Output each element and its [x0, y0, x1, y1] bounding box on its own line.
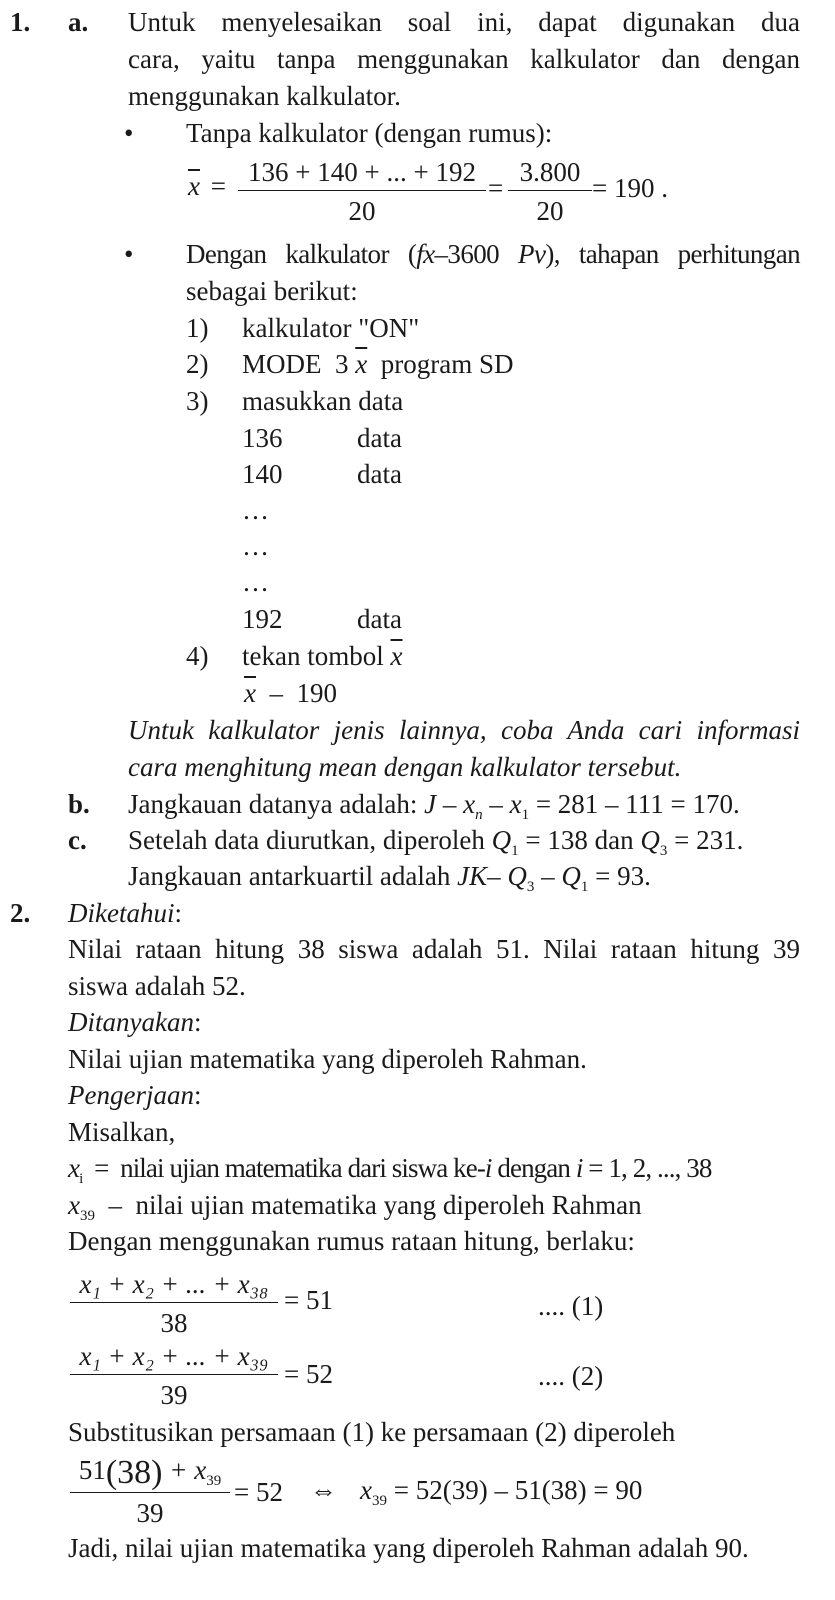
- fraction-denominator: 20: [536, 196, 564, 227]
- fraction-numerator: x₁ + x₂ + ... + x₃₈: [70, 1268, 278, 1303]
- part-b-label: b.: [68, 789, 90, 819]
- data-value: 136: [242, 423, 283, 453]
- part-c-line-2: Jangkauan antarkuartil adalah JK– $Q_3 - Q_1 = 93$.: [128, 861, 651, 895]
- fraction-numerator: 3.800: [508, 156, 592, 191]
- conclusion: Jadi, nilai ujian matematika yang diperoleh Rahman adalah 90.: [68, 1533, 749, 1563]
- known-text-line-2: siswa adalah 52.: [68, 971, 246, 1001]
- step-4-number: 4): [186, 641, 209, 671]
- data-value: 192: [242, 604, 283, 634]
- equation-2-rhs: = 52: [284, 1359, 333, 1389]
- iff-symbol: ⇔: [310, 1475, 337, 1505]
- equals-sign: =: [210, 171, 226, 201]
- part-a-intro-line-3: menggunakan kalkulator.: [128, 81, 401, 111]
- question-number-1: 1.: [10, 7, 31, 37]
- mean-result: = 190 .: [592, 173, 668, 203]
- x-bar-symbol: $\overline{x}$: [390, 641, 403, 671]
- data-key: data: [357, 459, 402, 489]
- definition-xi: $x_i$ = nilai ujian matematika dari siswa ke-i dengan i = 1, 2, ..., 38: [68, 1153, 712, 1187]
- data-key: data: [357, 604, 402, 634]
- substitution-text: Substitusikan persamaan (1) ke persamaan (2) diperoleh: [68, 1417, 676, 1447]
- data-ellipsis: …: [242, 495, 269, 525]
- fraction-numerator: 136 + 140 + ... + 192: [238, 156, 486, 191]
- step-2-text: MODE 3 $\overline{x}$ program SD: [242, 349, 514, 379]
- step-1-number: 1): [186, 313, 209, 343]
- fraction-denominator: 38: [160, 1308, 188, 1339]
- data-ellipsis: …: [242, 531, 269, 561]
- equation-1-rhs: = 51: [284, 1285, 333, 1315]
- fraction-3800-over-20: [508, 156, 592, 228]
- work-title: Pengerjaan:: [68, 1080, 202, 1110]
- part-c-line-1: Setelah data diurutkan, diperoleh $Q_1 = 138$ dan $Q_3 = 231$.: [128, 825, 744, 859]
- equation-3-fraction: [70, 1454, 230, 1529]
- data-key: data: [357, 423, 402, 453]
- step-3-text: masukkan data: [242, 386, 404, 416]
- part-a-label: a.: [68, 7, 89, 37]
- method-2-line-1: Dengan kalkulator (fx–3600 Pv), tahapan perhitungan: [186, 239, 800, 269]
- calculator-result: $\overline{x} - 190$: [244, 678, 337, 708]
- bullet-2: •: [124, 239, 134, 269]
- step-4-text: tekan tombol $\overline{x}$: [242, 641, 403, 671]
- known-text-line-1: Nilai rataan hitung 38 siswa adalah 51. Nilai rataan hitung 39: [68, 934, 800, 964]
- equation-1-tag: .... (1): [538, 1291, 604, 1321]
- equation-2-fraction: [70, 1340, 278, 1412]
- fraction-sum-over-20: [238, 156, 486, 228]
- definition-x39: $x_{39}$ – nilai ujian matematika yang diperoleh Rahman: [68, 1190, 642, 1224]
- method-2-line-2: sebagai berikut:: [186, 276, 358, 306]
- fraction-numerator: x₁ + x₂ + ... + x₃₉: [70, 1340, 278, 1375]
- method-1-title: Tanpa kalkulator (dengan rumus):: [186, 118, 553, 148]
- note-line-2: cara menghitung mean dengan kalkulator tersebut.: [128, 752, 682, 782]
- fraction-denominator: 39: [160, 1380, 188, 1411]
- question-number-2: 2.: [10, 898, 31, 928]
- fraction-numerator: $51(38) + x_{39}$: [70, 1454, 230, 1493]
- equation-2-tag: .... (2): [538, 1361, 604, 1391]
- note-line-1: Untuk kalkulator jenis lainnya, coba Anda cari informasi: [128, 715, 800, 745]
- fraction-denominator: 20: [348, 196, 376, 227]
- known-title: Diketahui:: [68, 898, 182, 928]
- data-ellipsis: …: [242, 567, 269, 597]
- step-1-text: kalkulator "ON": [242, 313, 420, 343]
- x-bar-symbol: $\overline{x}$: [355, 349, 368, 379]
- equation-3-rhs: = 52: [234, 1477, 283, 1507]
- fraction-denominator: 39: [136, 1498, 164, 1528]
- equals-sign-2: =: [488, 173, 504, 203]
- formula-intro: Dengan menggunakan rumus rataan hitung, berlaku:: [68, 1226, 635, 1256]
- misalkan: Misalkan,: [68, 1117, 176, 1147]
- part-a-intro-line-2: cara, yaitu tanpa menggunakan kalkulator dan dengan: [128, 44, 800, 74]
- x-bar-symbol: $\overline{x}$: [188, 171, 200, 201]
- x-bar-symbol: $\overline{x}$: [244, 678, 256, 708]
- mean-formula: [188, 170, 226, 202]
- part-a-intro-line-1: Untuk menyelesaikan soal ini, dapat digunakan dua: [128, 7, 800, 37]
- asked-title: Ditanyakan:: [68, 1007, 202, 1037]
- equation-3-result: $x_{39} = 52(39) - 51(38) = 90$: [360, 1475, 643, 1509]
- data-value: 140: [242, 459, 283, 489]
- asked-text: Nilai ujian matematika yang diperoleh Rahman.: [68, 1044, 587, 1074]
- step-3-number: 3): [186, 386, 209, 416]
- bullet-1: •: [124, 118, 134, 148]
- part-b-text: Jangkauan datanya adalah: $J - x_n - x_1 = 281 - 111 = 170$.: [128, 789, 740, 823]
- equation-1-fraction: [70, 1268, 278, 1340]
- part-c-label: c.: [68, 825, 87, 855]
- step-2-number: 2): [186, 349, 209, 379]
